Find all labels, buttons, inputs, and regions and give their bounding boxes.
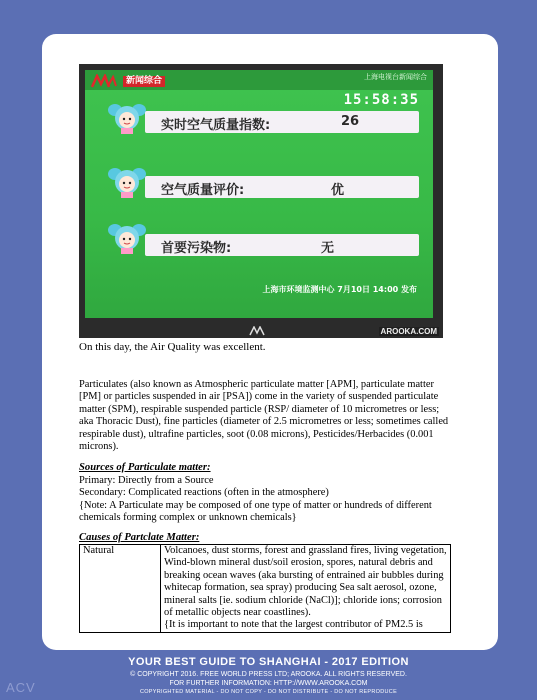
- tv-screen: [85, 70, 433, 318]
- footer-title: YOUR BEST GUIDE TO SHANGHAI - 2017 EDITION: [128, 656, 409, 668]
- cause-text: Volcanoes, dust storms, forest and grassland fires, living vegetation, Wind-blown mineral dust/soil erosion, spores, natural debris and breaking ocean waves (aka bursting of entrained air bubbles during whitecap formation, sea spray) producing Sea salt aerosol, ozone, mineral salts [ie. sodium chloride (NaCl)]; chloride ions; corrosion of metallic objects near coastlines).: [164, 545, 447, 619]
- quality-value: 优: [331, 183, 345, 198]
- photo-watermark: AROOKA.COM: [380, 327, 437, 336]
- sources-primary: Primary: Directly from a Source: [79, 475, 214, 486]
- pollutant-value: 无: [321, 241, 335, 256]
- aqi-value: 26: [341, 114, 360, 129]
- cause-type-cell: Natural: [80, 545, 161, 633]
- particulates-paragraph: Particulates (also known as Atmospheric particulate matter [APM], particulate matter [PM] or particles suspended in air [PSA]) come in the variety of suspended particulate matter (SPM), respirable suspended particle (RSP/ diameter of 10 micrometres or less; aka Thoracic Dust), fine particles (diameter of 2.5 micrometres or less; sometimes called respirable dust), ultrafine particles, soot (0.08 microns), Pesticides/Herbacides (0.001 microns).: [79, 379, 449, 453]
- table-row: [80, 545, 451, 633]
- aqi-row: [145, 111, 419, 133]
- tv-clock: 15:58:35: [343, 92, 419, 108]
- sources-note: {Note: A Particulate may be composed of one type of matter or hundreds of different chemicals forming complex or unknown chemicals}: [79, 499, 432, 524]
- cause-text-cell: [161, 545, 451, 633]
- mascot-icon: [107, 164, 147, 198]
- tv-footer-text: 上海市环境监测中心 7月10日 14:00 发布: [262, 285, 417, 294]
- quality-label: 空气质量评价:: [161, 183, 245, 198]
- photo-caption: On this day, the Air Quality was excellent.: [79, 341, 266, 353]
- mascot-icon: [107, 220, 147, 254]
- footer-notice: COPYRIGHTED MATERIAL - DO NOT COPY - DO NOT DISTRIBUTE - DO NOT REPRODUCE: [139, 689, 398, 695]
- corner-mark: ACV: [6, 680, 36, 695]
- sources-secondary: Secondary: Complicated reactions (often in the atmosphere): [79, 487, 329, 499]
- aqi-label: 实时空气质量指数:: [161, 118, 271, 133]
- document-page: [42, 34, 498, 650]
- footer-info: FOR FURTHER INFORMATION: HTTP://WWW.AROOKA.COM: [169, 680, 368, 687]
- causes-heading: Causes of Partclate Matter:: [79, 532, 200, 543]
- quality-row: [145, 176, 419, 198]
- causes-table: [79, 544, 451, 633]
- tv-corner-text: 上海电视台新闻综合: [364, 73, 427, 81]
- tv-photo: [79, 64, 443, 338]
- tv-brand-icon: [249, 326, 273, 336]
- cause-text-note: {It is important to note that the largest contributor of PM2.5 is: [164, 619, 423, 631]
- channel-logo-icon: [91, 74, 117, 88]
- footer-copyright: © COPYRIGHT 2016. FREE WORLD PRESS LTD; AROOKA. ALL RIGHTS RESERVED.: [130, 671, 407, 678]
- pollutant-label: 首要污染物:: [161, 241, 232, 256]
- pollutant-row: [145, 234, 419, 256]
- mascot-icon: [107, 100, 147, 134]
- sources-list: [79, 475, 459, 525]
- channel-name: 新闻综合: [123, 76, 165, 87]
- sources-heading: Sources of Particulate matter:: [79, 462, 211, 473]
